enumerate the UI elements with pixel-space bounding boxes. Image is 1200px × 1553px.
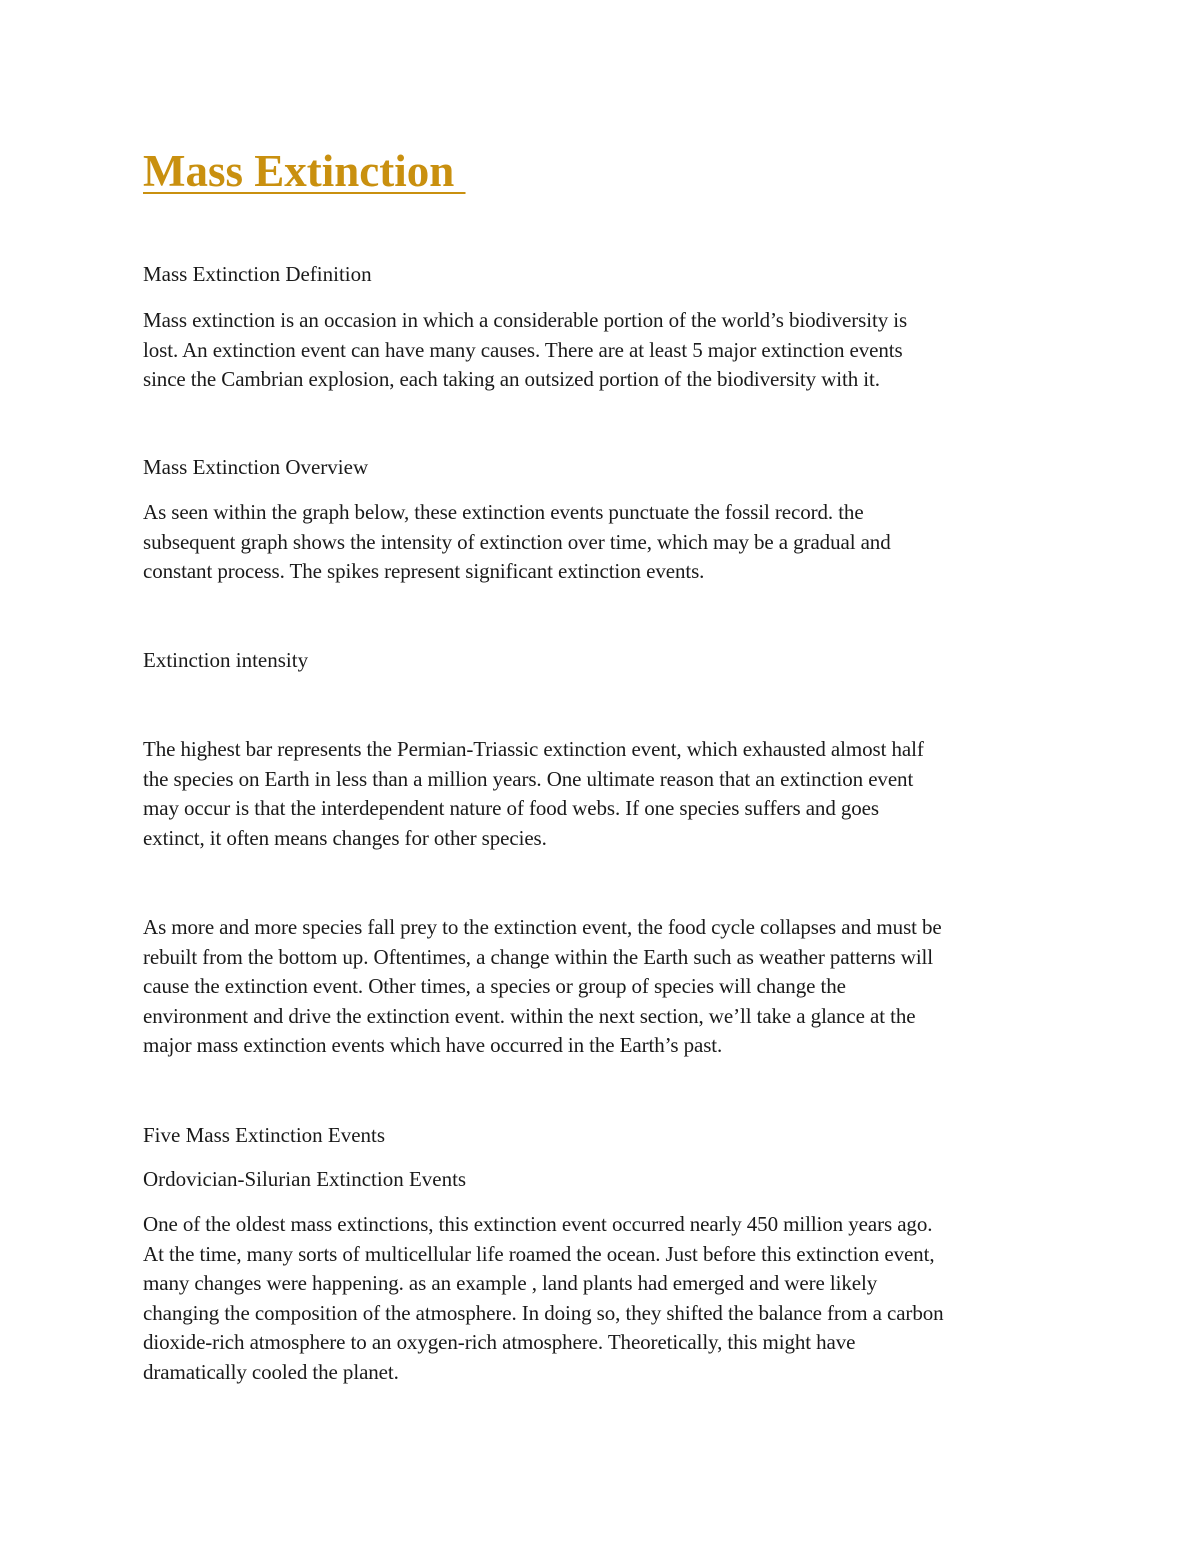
overview-heading: Mass Extinction Overview xyxy=(143,455,369,479)
intensity-paragraph-2 xyxy=(143,913,1073,1061)
text-line: cause the extinction event. Other times, a species or group of species will change the xyxy=(143,974,846,999)
text-line: One of the oldest mass extinctions, this extinction event occurred nearly 450 million years ago. xyxy=(143,1212,933,1236)
text-line: extinct, it often means changes for other species. xyxy=(143,825,547,850)
text-line: The highest bar represents the Permian-Triassic extinction event, which exhausted almost half xyxy=(143,737,924,761)
text-line: may occur is that the interdependent nature of food webs. If one species suffers and goes xyxy=(143,796,879,821)
text-line: As more and more species fall prey to the extinction event, the food cycle collapses and must be xyxy=(143,915,942,939)
overview-paragraph xyxy=(143,498,1073,587)
text-line: dramatically cooled the planet. xyxy=(143,1359,399,1384)
ordovician-paragraph xyxy=(143,1210,1073,1388)
text-line: rebuilt from the bottom up. Oftentimes, a change within the Earth such as weather patterns will xyxy=(143,944,934,969)
text-line: many changes were happening. as an example , land plants had emerged and were likely xyxy=(143,1271,878,1296)
text-line: lost. An extinction event can have many causes. There are at least 5 major extinction events xyxy=(143,337,903,362)
text-line: the species on Earth in less than a million years. One ultimate reason that an extinction event xyxy=(143,766,914,791)
text-line: environment and drive the extinction event. within the next section, we’ll take a glance at the xyxy=(143,1003,916,1028)
text-line: dioxide-rich atmosphere to an oxygen-rich atmosphere. Theoretically, this might have xyxy=(143,1330,856,1355)
five-events-heading: Five Mass Extinction Events xyxy=(143,1123,386,1147)
text-line: Mass extinction is an occasion in which a considerable portion of the world’s biodiversity is xyxy=(143,308,908,332)
text-line: subsequent graph shows the intensity of extinction over time, which may be a gradual and xyxy=(143,529,891,554)
text-line: major mass extinction events which have occurred in the Earth’s past. xyxy=(143,1033,723,1058)
definition-paragraph xyxy=(143,306,1073,395)
text-line: At the time, many sorts of multicellular life roamed the ocean. Just before this extinction event, xyxy=(143,1241,935,1266)
text-line: since the Cambrian explosion, each taking an outsized portion of the biodiversity with it. xyxy=(143,367,880,392)
text-line: As seen within the graph below, these extinction events punctuate the fossil record. the xyxy=(143,500,864,524)
page-title: Mass Extinction xyxy=(143,146,466,196)
intensity-paragraph-1 xyxy=(143,735,1073,853)
definition-heading: Mass Extinction Definition xyxy=(143,262,372,286)
text-line: constant process. The spikes represent significant extinction events. xyxy=(143,559,705,584)
text-line: changing the composition of the atmosphere. In doing so, they shifted the balance from a carbon xyxy=(143,1300,944,1325)
intensity-heading: Extinction intensity xyxy=(143,648,309,672)
ordovician-heading: Ordovician-Silurian Extinction Events xyxy=(143,1167,467,1191)
